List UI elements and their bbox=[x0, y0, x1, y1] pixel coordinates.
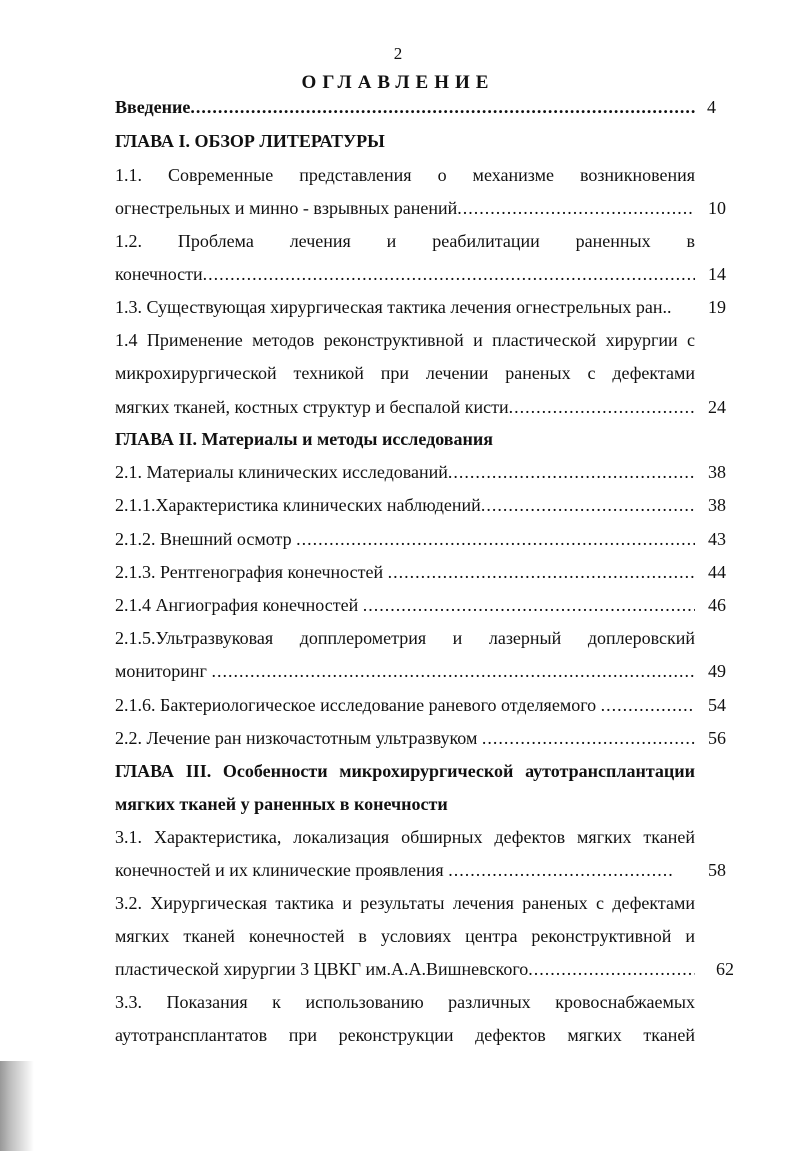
toc-page-2-1-1: 38 bbox=[708, 495, 726, 515]
chapter-heading-2: ГЛАВА II. Материалы и методы исследования bbox=[115, 429, 493, 449]
toc-page-1-4: 24 bbox=[708, 397, 726, 417]
toc-entry-3-2-line1: 3.2. Хирургическая тактика и результаты лечения раненых с дефектами bbox=[115, 893, 695, 913]
toc-page-intro: 4 bbox=[707, 97, 716, 117]
toc-entry-2-1-5-line2: мониторинг ..... bbox=[115, 660, 695, 682]
toc-entry-3-1-line2: конечностей и их клинические проявления ..... bbox=[115, 859, 675, 881]
toc-page-3-1: 58 bbox=[708, 860, 726, 880]
toc-entry-1-2-line1: 1.2. Проблема лечения и реабилитации раненных в bbox=[115, 231, 695, 251]
toc-page-2-1-6: 54 bbox=[708, 695, 726, 715]
scan-edge-artifact bbox=[0, 1061, 34, 1151]
toc-entry-2-1-2: 2.1.2. Внешний осмотр ..... bbox=[115, 528, 695, 550]
toc-entry-1-1-line1: 1.1. Современные представления о механизме возникновения bbox=[115, 165, 695, 185]
chapter-heading-3-line2: мягких тканей у раненных в конечности bbox=[115, 794, 448, 814]
toc-entry-2-2: 2.2. Лечение ран низкочастотным ультразвуком ..... bbox=[115, 727, 695, 749]
toc-entry-3-2-line2: мягких тканей конечностей в условиях центра реконструктивной и bbox=[115, 926, 695, 946]
toc-entry-3-3-line2: аутотрансплантатов при реконструкции дефектов мягких тканей bbox=[115, 1025, 695, 1045]
chapter-heading-3-line1: ГЛАВА III. Особенности микрохирургической аутотрансплантации bbox=[115, 761, 695, 781]
toc-entry-1-4-line3: мягких тканей, костных структур и беспалой кисти ..... bbox=[115, 396, 695, 418]
toc-entry-2-1: 2.1. Материалы клинических исследований ..... bbox=[115, 461, 695, 483]
toc-page-2-1: 38 bbox=[708, 462, 726, 482]
toc-entry-1-4-line1: 1.4 Применение методов реконструктивной и пластической хирургии с bbox=[115, 330, 695, 350]
toc-entry-intro: Введение ..... bbox=[115, 96, 695, 118]
toc-entry-1-3: 1.3. Существующая хирургическая тактика лечения огнестрельных ран.. bbox=[115, 297, 672, 317]
toc-entry-3-2-line3: пластической хирургии 3 ЦВКГ им.А.А.Вишневского ..... bbox=[115, 958, 695, 980]
toc-page-2-1-4: 46 bbox=[708, 595, 726, 615]
toc-entry-2-1-4: 2.1.4 Ангиография конечностей ..... bbox=[115, 594, 695, 616]
toc-page-2-1-3: 44 bbox=[708, 562, 726, 582]
page-number: 2 bbox=[393, 44, 403, 63]
toc-page-2-1-2: 43 bbox=[708, 529, 726, 549]
toc-entry-2-1-3: 2.1.3. Рентгенография конечностей ..... bbox=[115, 561, 695, 583]
toc-entry-1-4-line2: микрохирургической техникой при лечении раненых с дефектами bbox=[115, 363, 695, 383]
toc-entry-3-1-line1: 3.1. Характеристика, локализация обширных дефектов мягких тканей bbox=[115, 827, 695, 847]
chapter-heading-1: ГЛАВА I. ОБЗОР ЛИТЕРАТУРЫ bbox=[115, 131, 385, 151]
toc-entry-2-1-6: 2.1.6. Бактериологическое исследование раневого отделяемого ..... bbox=[115, 694, 695, 716]
toc-page-3-2: 62 bbox=[716, 959, 734, 979]
toc-entry-2-1-5-line1: 2.1.5.Ультразвуковая допплерометрия и лазерный доплеровский bbox=[115, 628, 695, 648]
toc-entry-1-2-line2: конечности ..... bbox=[115, 263, 695, 285]
toc-entry-2-1-1: 2.1.1.Характеристика клинических наблюдений ..... bbox=[115, 494, 695, 516]
toc-entry-3-3-line1: 3.3. Показания к использованию различных кровоснабжаемых bbox=[115, 992, 695, 1012]
toc-page-1-2: 14 bbox=[708, 264, 726, 284]
toc-page-1-3: 19 bbox=[708, 297, 726, 317]
toc-page-2-1-5: 49 bbox=[708, 661, 726, 681]
toc-page-2-2: 56 bbox=[708, 728, 726, 748]
toc-title: ОГЛАВЛЕНИЕ bbox=[301, 72, 495, 93]
toc-entry-1-1-line2: огнестрельных и минно - взрывных ранений ..... bbox=[115, 197, 695, 219]
toc-page-1-1: 10 bbox=[708, 198, 726, 218]
